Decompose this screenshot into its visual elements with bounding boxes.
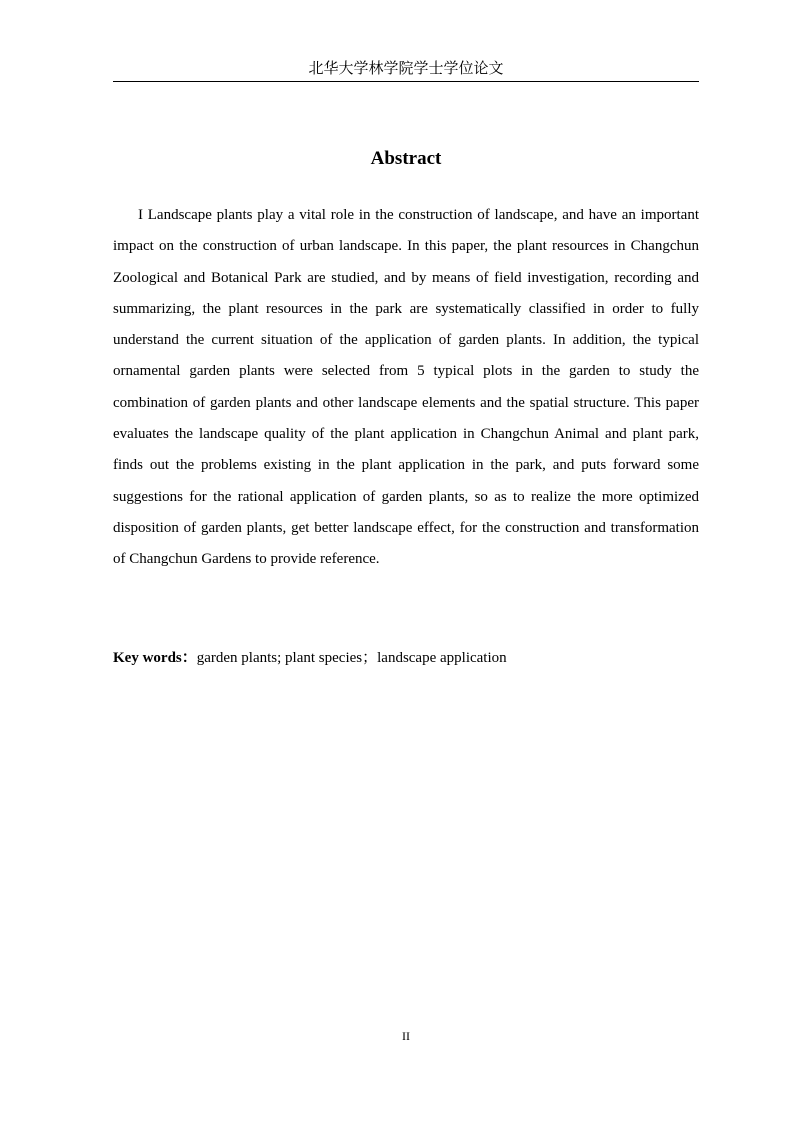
keywords-value: garden plants; plant species；landscape application: [196, 650, 507, 666]
abstract-heading: Abstract: [370, 148, 442, 169]
page-header-title: 北华大学林学院学士学位论文: [308, 59, 504, 77]
keywords-label: Key words：: [113, 650, 197, 666]
page-number: II: [402, 1029, 410, 1043]
abstract-body-paragraph: I Landscape plants play a vital role in the construction of landscape, and have an important impact on the construction of urban landscape. In this paper, the plant resources in Changchun Zoological and Botanical Park are studied, and by means of field investigation, recording and summarizing, the plant resources in the park are systematically classified in order to fully understand the current situation of the application of garden plants. In addition, the typical ornamental garden plants were selected from 5 typical plots in the garden to study the combination of garden plants and other landscape elements and the spatial structure. This paper evaluates the landscape quality of the plant application in Changchun Animal and plant park, finds out the problems existing in the plant application in the park, and puts forward some suggestions for the rational application of garden plants, so as to realize the more optimized disposition of garden plants, get better landscape effect, for the construction and transformation of Changchun Gardens to provide reference.: [113, 207, 699, 568]
header-divider: [113, 81, 699, 82]
keywords-line: [113, 643, 699, 674]
